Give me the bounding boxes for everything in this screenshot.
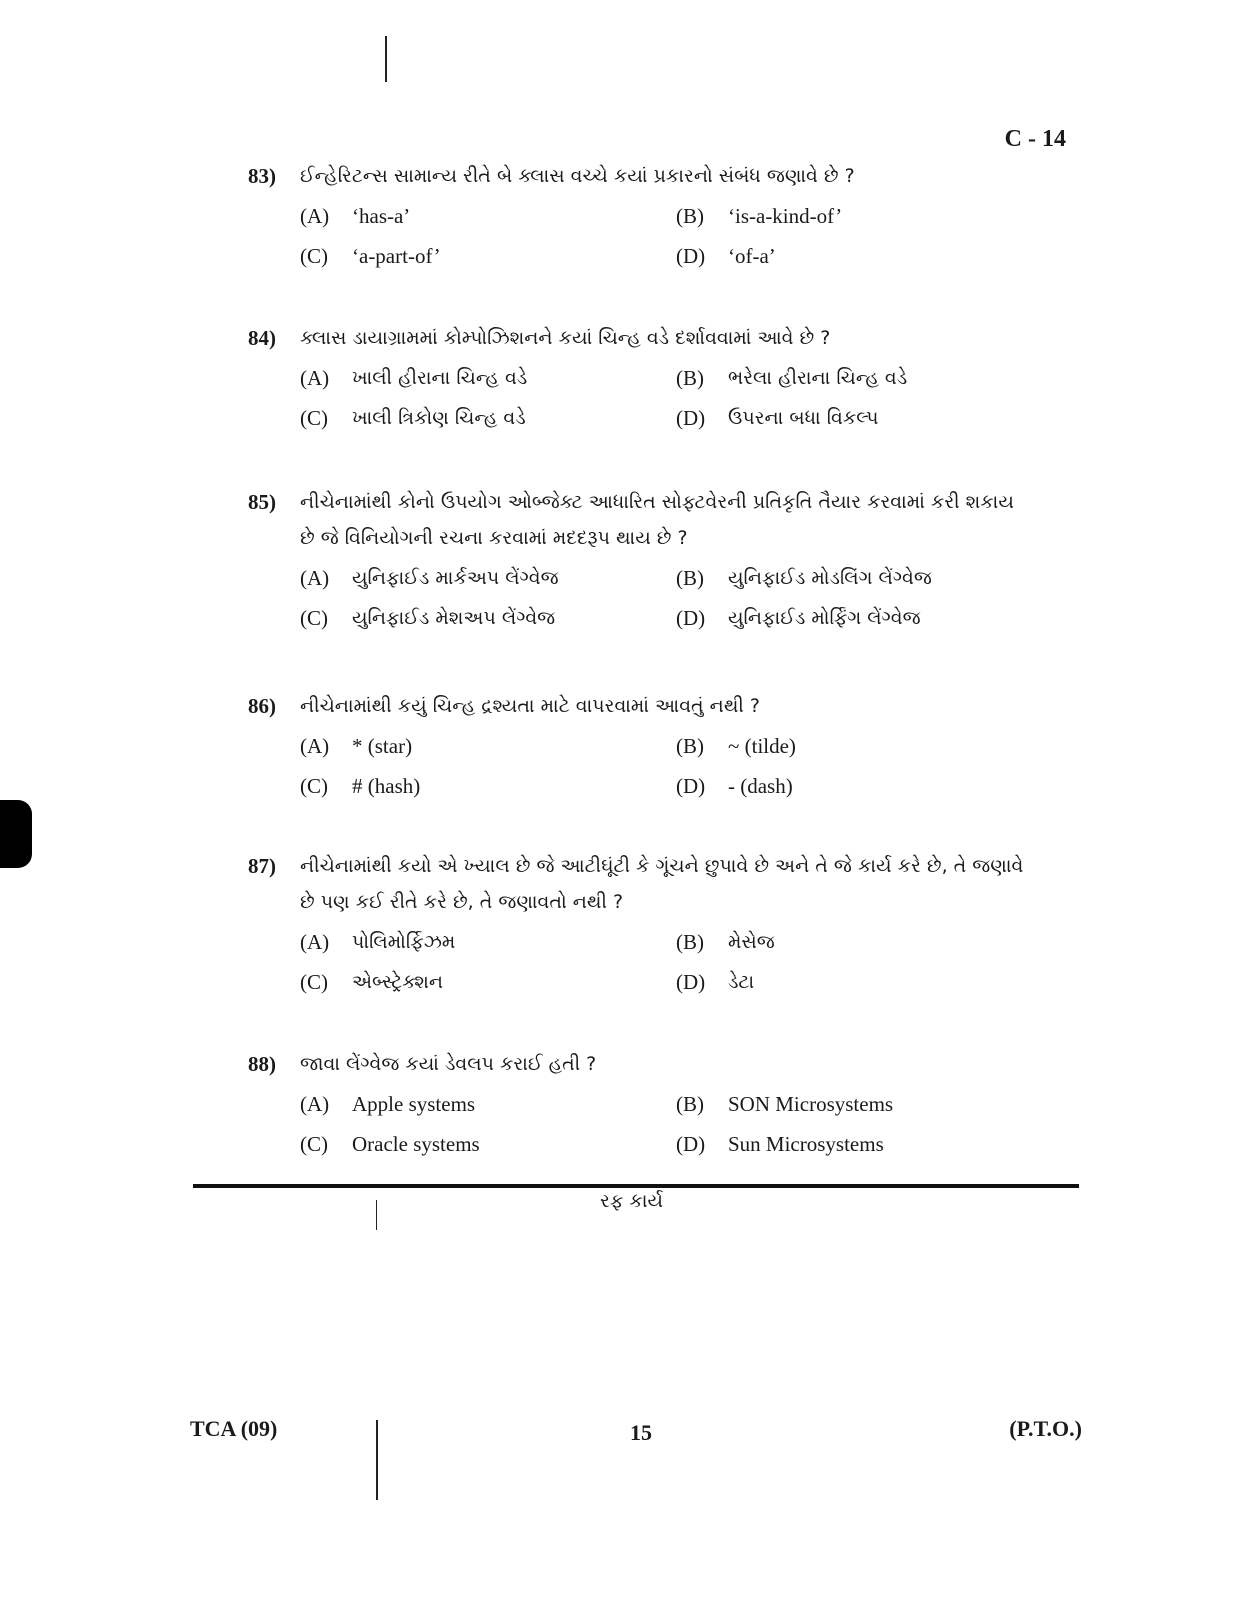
question-text: નીચેનામાંથી કોનો ઉપયોગ ઓબ્જેક્ટ આધારિત સોફ્ટવેરની પ્રતિકૃતિ તૈયાર કરવામાં કરી શકાય [300,491,1014,513]
option-text: Oracle systems [352,1132,480,1156]
question-number: 83) [248,164,276,188]
option-label: (B) [676,204,704,228]
question-text: છે પણ કઈ રીતે કરે છે, તે જણાવતો નથી ? [300,891,624,913]
option[interactable] [300,1086,676,1122]
options-grid [300,560,1048,636]
option[interactable] [676,400,1052,436]
option[interactable] [676,728,1052,764]
option[interactable] [676,964,1052,1000]
paper-code: TCA (09) [190,1416,278,1441]
option[interactable] [676,560,1052,596]
option-label: (D) [676,970,706,994]
option-label: (B) [676,566,704,590]
scan-line [376,1420,378,1500]
pto-label: (P.T.O.) [1009,1416,1082,1441]
rough-work-label: રફ કાર્ય [600,1190,664,1212]
option-label: (A) [300,566,330,590]
option-label: (A) [300,1092,330,1116]
question-text: નીચેનામાંથી કયું ચિન્હ દ્રશ્યતા માટે વાપરવામાં આવતું નથી ? [300,695,760,717]
options-grid [300,1086,1048,1162]
option-text: ~ (tilde) [728,734,796,758]
question [248,320,1048,436]
option-text: ડેટા [728,971,755,993]
question-number: 84) [248,326,276,350]
option-label: (B) [676,1092,704,1116]
question-text: ક્લાસ ડાયાગ્રામમાં કોમ્પોઝિશનને કયાં ચિન્હ વડે દર્શાવવામાં આવે છે ? [300,327,831,349]
option-label: (C) [300,970,328,994]
option-text: યુનિફાઈડ મેશઅપ લેંગ્વેજ [352,607,556,629]
options-grid [300,198,1048,274]
option-label: (B) [676,734,704,758]
option-label: (C) [300,774,328,798]
option-text: ઉપરના બધા વિકલ્પ [728,407,879,429]
option-text: ‘has-a’ [352,204,411,228]
question-text: છે જે વિનિયોગની રચના કરવામાં મદદરૂપ થાય છે ? [300,527,688,549]
option-text: યુનિફાઈડ મોડલિંગ લેંગ્વેજ [728,567,932,589]
option[interactable] [676,198,1052,234]
option[interactable] [300,600,676,636]
option-text: મેસેજ [728,931,775,953]
option[interactable] [300,924,676,960]
option-label: (D) [676,606,706,630]
question-line [248,848,1048,884]
option[interactable] [300,198,676,234]
option[interactable] [676,768,1052,804]
question-line [248,320,1048,356]
option-label: (A) [300,204,330,228]
option-text: એબ્સ્ટ્રેક્શન [352,971,444,993]
option[interactable] [676,924,1052,960]
question-line [248,520,1048,556]
question-number: 88) [248,1052,276,1076]
question [248,1046,1048,1162]
scan-line [385,36,387,82]
option[interactable] [676,360,1052,396]
option-label: (D) [676,244,706,268]
option-label: (B) [676,930,704,954]
option[interactable] [300,964,676,1000]
question-number: 86) [248,694,276,718]
option-text: ખાલી ત્રિકોણ ચિન્હ વડે [352,407,526,429]
options-grid [300,360,1048,436]
question-number: 87) [248,854,276,878]
question [248,688,1048,804]
question-line [248,884,1048,920]
option-label: (C) [300,244,328,268]
option[interactable] [676,1126,1052,1162]
question-line [248,688,1048,724]
option[interactable] [676,1086,1052,1122]
option[interactable] [676,600,1052,636]
option[interactable] [300,728,676,764]
question-text: જાવા લેંગ્વેજ કયાં ડેવલપ કરાઈ હતી ? [300,1053,597,1075]
question-line [248,1046,1048,1082]
option-label: (C) [300,406,328,430]
question [248,158,1048,274]
option-text: પોલિમોર્ફિઝમ [352,931,456,953]
question-line [248,158,1048,194]
option-label: (D) [676,1132,706,1156]
option-label: (A) [300,366,330,390]
option-text: Apple systems [352,1092,476,1116]
option-label: (B) [676,366,704,390]
option-text: યુનિફાઈડ મોર્ફિંગ લેંગ્વેજ [728,607,921,629]
question-line [248,484,1048,520]
page-number: 15 [630,1420,652,1445]
question [248,484,1048,636]
option-label: (C) [300,606,328,630]
question [248,848,1048,1000]
question-text: નીચેનામાંથી કયો એ ખ્યાલ છે જે આટીઘૂંટી કે ગૂંચને છુપાવે છે અને તે જે કાર્ય કરે છે, તે જણાવે [300,855,1024,877]
option[interactable] [300,768,676,804]
option-label: (D) [676,406,706,430]
option-text: # (hash) [352,774,421,798]
option-label: (D) [676,774,706,798]
question-number: 85) [248,490,276,514]
scan-mark [0,800,32,868]
option[interactable] [300,400,676,436]
option-text: SON Microsystems [728,1092,894,1116]
option-text: ‘is-a-kind-of’ [728,204,843,228]
question-number [248,520,300,556]
option-label: (C) [300,1132,328,1156]
page-code: C - 14 [1004,126,1066,152]
option[interactable] [300,560,676,596]
option-text: - (dash) [728,774,793,798]
option-label: (A) [300,930,330,954]
option[interactable] [300,360,676,396]
scan-line [376,1200,377,1230]
question-number [248,884,300,920]
options-grid [300,924,1048,1000]
options-grid [300,728,1048,804]
option-label: (A) [300,734,330,758]
option[interactable] [300,238,676,274]
question-text: ઈન્હેરિટન્સ સામાન્ય રીતે બે ક્લાસ વચ્ચે કયાં પ્રકારનો સંબંધ જણાવે છે ? [300,165,855,187]
option-text: યુનિફાઈડ માર્કઅપ લેંગ્વેજ [352,567,559,589]
divider [193,1184,1079,1188]
option-text: ‘a-part-of’ [352,244,441,268]
option[interactable] [300,1126,676,1162]
option-text: ‘of-a’ [728,244,776,268]
option-text: ભરેલા હીરાના ચિન્હ વડે [728,367,908,389]
option-text: ખાલી હીરાના ચિન્હ વડે [352,367,528,389]
option[interactable] [676,238,1052,274]
option-text: * (star) [352,734,413,758]
option-text: Sun Microsystems [728,1132,884,1156]
